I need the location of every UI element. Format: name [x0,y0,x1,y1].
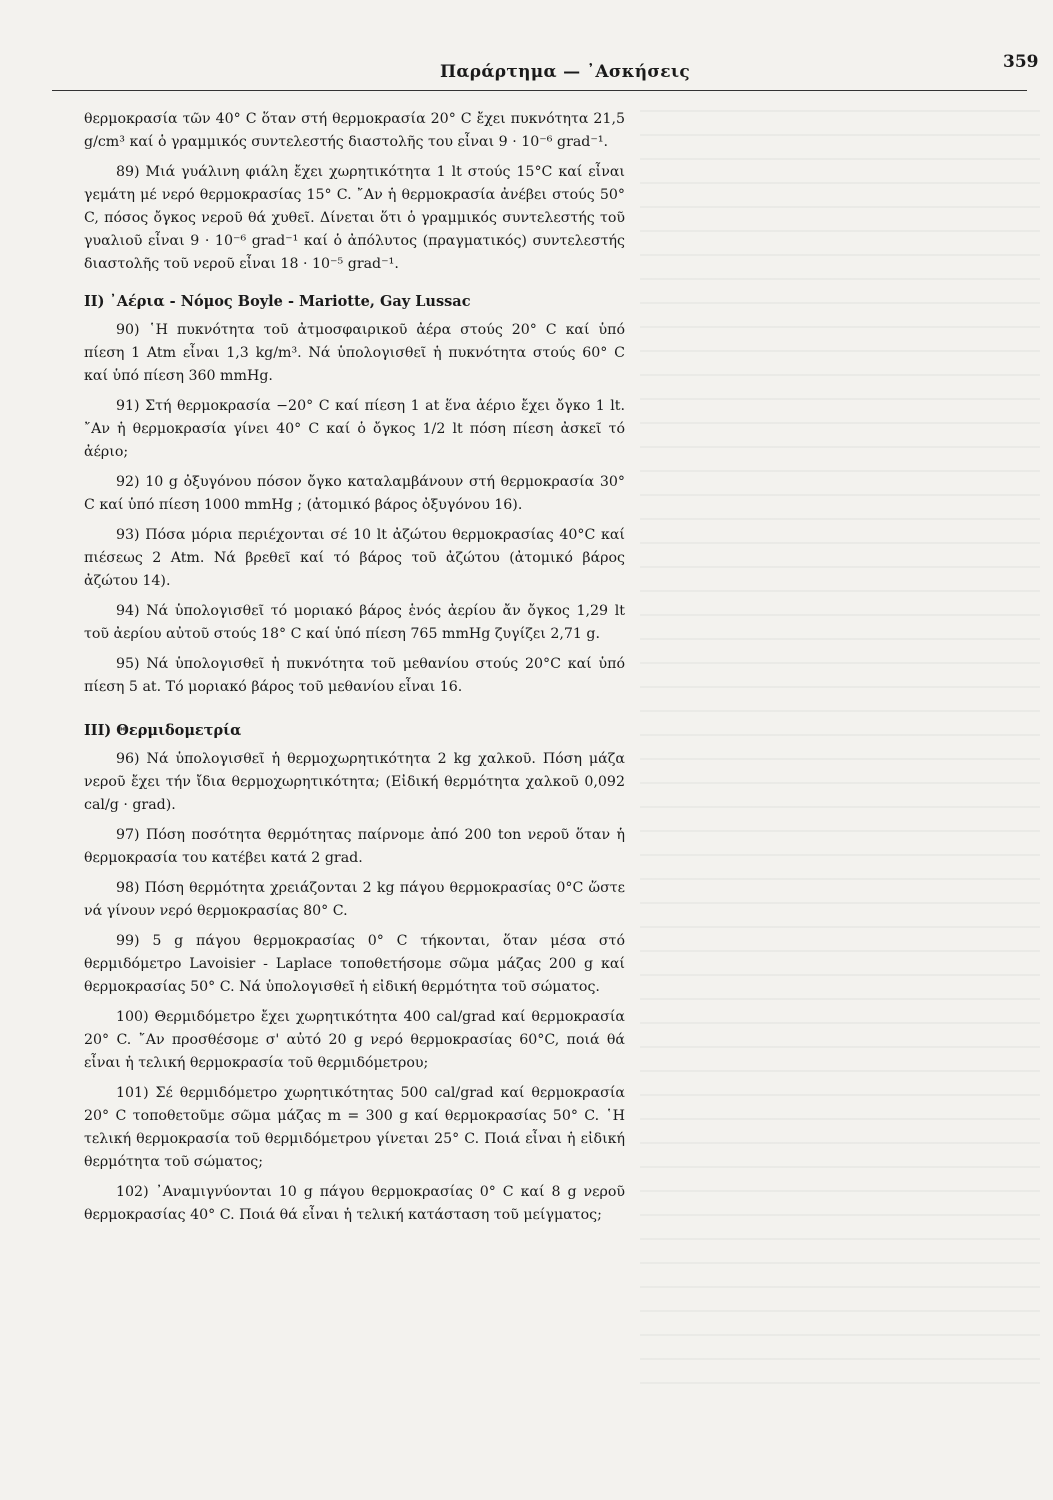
text-column [84,108,625,1234]
exercise-95: 95) Νά ὑπολογισθεῖ ἡ πυκνότητα τοῦ μεθανίου στούς 20°C καί ὑπό πίεση 5 at. Τό μοριακό βάρος τοῦ μεθανίου εἶναι 16. [84,656,625,695]
exercise-91: 91) Στή θερμοκρασία −20° C καί πίεση 1 at ἕνα ἀέριο ἔχει ὄγκο 1 lt. ῎Αν ἡ θερμοκρασία γίνει 40° C καί ὁ ὄγκος 1/2 lt πόση πίεση ἀσκεῖ τό ἀέριο; [84,398,625,460]
exercise-94: 94) Νά ὑπολογισθεῖ τό μοριακό βάρος ἑνός ἀερίου ἄν ὄγκος 1,29 lt τοῦ ἀερίου αὐτοῦ στούς 18° C καί ὑπό πίεση 765 mmHg ζυγίζει 2,71 g. [84,603,625,642]
header-rule [52,90,1027,91]
running-title: Παράρτημα — ᾿Ασκήσεις [440,62,691,82]
section-heading-calorimetry: III) Θερμιδομετρία [84,722,242,739]
exercise-100: 100) Θερμιδόμετρο ἔχει χωρητικότητα 400 cal/grad καί θερμοκρασία 20° C. ῎Αν προσθέσομε σ' αὐτό 20 g νερό θερμοκρασίας 60°C, ποιά θά εἶναι ἡ τελική θερμοκρασία τοῦ θερμιδόμετρου; [84,1009,625,1071]
exercise-97: 97) Πόση ποσότητα θερμότητας παίρνομε ἀπό 200 ton νεροῦ ὅταν ἡ θερμοκρασία του κατέβει κατά 2 grad. [84,827,625,866]
exercise-88-continued: θερμοκρασία τῶν 40° C ὅταν στή θερμοκρασία 20° C ἔχει πυκνότητα 21,5 g/cm³ καί ὁ γραμμικός συντελεστής διαστολῆς του εἶναι 9 · 10⁻⁶ grad⁻¹. [84,111,625,150]
exercise-90: 90) ῾Η πυκνότητα τοῦ ἀτμοσφαιρικοῦ ἀέρα στούς 20° C καί ὑπό πίεση 1 Atm εἶναι 1,3 kg/m³. Νά ὑπολογισθεῖ ἡ πυκνότητα στούς 60° C καί ὑπό πίεση 360 mmHg. [84,322,625,384]
section-heading-gases: II) ᾿Αέρια - Νόμος Boyle - Mariotte, Gay Lussac [84,293,471,310]
running-header [0,52,1053,92]
exercise-93: 93) Πόσα μόρια περιέχονται σέ 10 lt ἀζώτου θερμοκρασίας 40°C καί πιέσεως 2 Atm. Νά βρεθεῖ καί τό βάρος τοῦ ἀζώτου (ἀτομικό βάρος ἀζώτου 14). [84,527,625,589]
exercise-101: 101) Σέ θερμιδόμετρο χωρητικότητας 500 cal/grad καί θερμοκρασία 20° C τοποθετοῦμε σῶμα μάζας m = 300 g καί θερμοκρασίας 50° C. ῾Η τελική θερμοκρασία τοῦ θερμιδόμετρου γίνεται 25° C. Ποιά εἶναι ἡ εἰδική θερμότητα τοῦ σώματος; [84,1085,625,1170]
exercise-99: 99) 5 g πάγου θερμοκρασίας 0° C τήκονται, ὅταν μέσα στό θερμιδόμετρο Lavoisier - Laplace τοποθετήσομε σῶμα μάζας 200 g καί θερμοκρασίας 50° C. Νά ὑπολογισθεῖ ἡ εἰδική θερμότητα τοῦ σώματος. [84,933,625,995]
exercise-92: 92) 10 g ὀξυγόνου πόσον ὄγκο καταλαμβάνουν στή θερμοκρασία 30° C καί ὑπό πίεση 1000 mmHg ; (ἀτομικό βάρος ὀξυγόνου 16). [84,474,625,513]
page-number: 359 [1003,52,1039,72]
exercise-96: 96) Νά ὑπολογισθεῖ ἡ θερμοχωρητικότητα 2 kg χαλκοῦ. Πόση μάζα νεροῦ ἔχει τήν ἴδια θερμοχωρητικότητα; (Εἰδική θερμότητα χαλκοῦ 0,092 cal/g · grad). [84,751,625,813]
exercise-89: 89) Μιά γυάλινη φιάλη ἔχει χωρητικότητα 1 lt στούς 15°C καί εἶναι γεμάτη μέ νερό θερμοκρασίας 15° C. ῎Αν ἡ θερμοκρασία ἀνέβει στούς 50° C, πόσος ὄγκος νεροῦ θά χυθεῖ. Δίνεται ὅτι ὁ γραμμικός συντελεστής τοῦ γυαλιοῦ εἶναι 9 · 10⁻⁶ grad⁻¹ καί ὁ ἀπόλυτος (πραγματικός) συντελεστής διαστολῆς τοῦ νεροῦ εἶναι 18 · 10⁻⁵ grad⁻¹. [84,164,625,272]
exercise-98: 98) Πόση θερμότητα χρειάζονται 2 kg πάγου θερμοκρασίας 0°C ὥστε νά γίνουν νερό θερμοκρασίας 80° C. [84,880,625,919]
exercise-102: 102) ᾿Αναμιγνύονται 10 g πάγου θερμοκρασίας 0° C καί 8 g νεροῦ θερμοκρασίας 40° C. Ποιά θά εἶναι ἡ τελική κατάσταση τοῦ μείγματος; [84,1184,625,1223]
show-through-texture [640,110,1040,1390]
